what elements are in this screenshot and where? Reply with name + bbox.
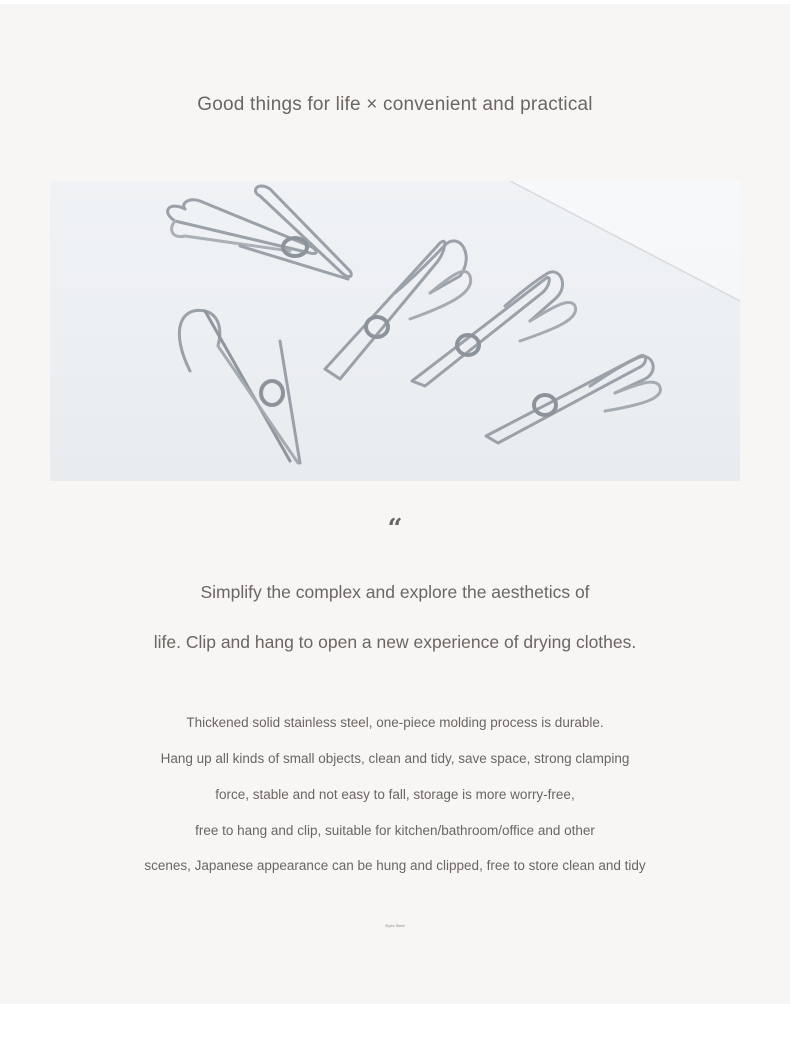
product-photo	[50, 181, 740, 481]
quote-mark: “	[387, 514, 403, 544]
clips-illustration	[50, 181, 740, 481]
description-line: Hang up all kinds of small objects, clean and tidy, save space, strong clamping	[160, 751, 630, 766]
content-panel	[0, 4, 790, 1004]
description-line: force, stable and not easy to fall, storage is more worry-free,	[215, 787, 575, 802]
description-line: Thickened solid stainless steel, one-piece molding process is durable.	[186, 715, 604, 730]
description-line: free to hang and clip, suitable for kitchen/bathroom/office and other	[195, 823, 595, 838]
tiny-brand-mark: Eyes Steel	[385, 923, 405, 928]
headline: Good things for life × convenient and practical	[197, 94, 593, 115]
subheadline-line-2: life. Clip and hang to open a new experience of drying clothes.	[153, 632, 637, 652]
description-line: scenes, Japanese appearance can be hung and clipped, free to store clean and tidy	[144, 858, 646, 873]
subheadline-line-1: Simplify the complex and explore the aesthetics of	[200, 582, 590, 602]
